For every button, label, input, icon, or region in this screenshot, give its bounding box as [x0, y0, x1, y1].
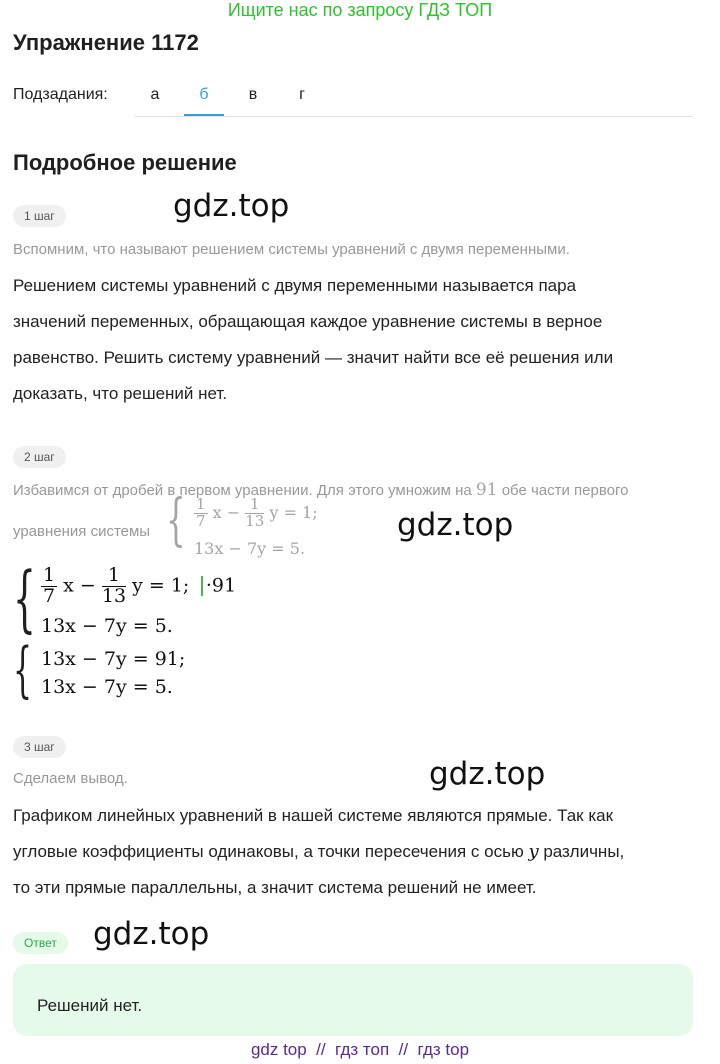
text-line: то эти прямые параллельны, а значит система решений не имеет. [13, 878, 537, 897]
text-line: значений переменных, обращающая каждое уравнение системы в верное [13, 312, 603, 331]
multiply-bar [201, 576, 203, 596]
numerator: 1 [43, 564, 56, 586]
brace: { [166, 488, 186, 553]
brace: { [13, 556, 36, 640]
denominator: 7 [196, 511, 206, 530]
footer-links[interactable]: gdz top // гдз топ // гдз top [250, 1040, 470, 1059]
tab-b[interactable]: б [184, 78, 224, 116]
step-badge: 2 шаг [13, 446, 66, 468]
equation: 13x − 7y = 5. [41, 615, 173, 637]
watermark: gdz.top [429, 756, 546, 792]
answer-text: Решений нет. [37, 996, 143, 1015]
page-title: Упражнение 1172 [13, 30, 199, 55]
math-text: x − [212, 502, 241, 522]
watermark: gdz.top [173, 188, 290, 224]
tab-v[interactable]: в [248, 86, 258, 103]
text-line [13, 834, 624, 870]
denominator: 13 [101, 584, 127, 607]
hint-text: Избавимся от дробей в первом уравнении. Для этого умножим на [13, 482, 476, 499]
equation [41, 566, 236, 607]
multiplier: ·91 [205, 574, 237, 597]
numerator: 1 [102, 566, 126, 587]
search-banner: Ищите нас по запросу ГДЗ ТОП [227, 0, 493, 20]
math-text: y = 1; [269, 502, 318, 522]
step-hint: Сделаем вывод. [13, 770, 128, 787]
text-part: различны, [538, 842, 625, 861]
answer-badge: Ответ [13, 932, 68, 954]
text-part: угловые коэффициенты одинаковы, а точки пересечения с осью [13, 842, 529, 861]
step-text [13, 268, 613, 412]
step-hint [13, 480, 628, 500]
math-text: x − [63, 574, 96, 597]
equation: 13x − 7y = 5. [41, 676, 173, 698]
subtasks-label: Подзадания: [13, 86, 108, 103]
denominator: 13 [245, 511, 265, 530]
hint-number: 91 [475, 480, 498, 500]
subtask-tabs [135, 78, 693, 117]
tab-a[interactable]: а [150, 86, 160, 103]
watermark: gdz.top [93, 916, 210, 952]
text-line: равенство. Решить систему уравнений — значит найти все её решения или [13, 348, 614, 367]
text-line: Решением системы уравнений с двумя переменными называется пара [13, 276, 577, 295]
equation: 13x − 7y = 91; [41, 648, 186, 670]
section-title: Подробное решение [13, 150, 237, 175]
text-line: Графиком линейных уравнений в нашей системе являются прямые. Так как [13, 806, 614, 825]
numerator: 1 [196, 495, 206, 513]
step-text [13, 798, 624, 906]
step-hint-line2: уравнения системы [13, 523, 151, 540]
hint-text: обе части первого [497, 482, 629, 499]
math-var: y [528, 841, 539, 862]
tab-g[interactable]: г [299, 86, 305, 103]
brace: { [13, 635, 33, 705]
equation [194, 497, 318, 530]
step-badge: 3 шаг [13, 736, 66, 758]
denominator: 7 [43, 584, 56, 607]
text-line: доказать, что решений нет. [13, 384, 228, 403]
watermark: gdz.top [397, 507, 514, 543]
equation: 13x − 7y = 5. [194, 539, 306, 558]
numerator: 1 [245, 497, 264, 514]
math-text: y = 1; [132, 574, 190, 597]
step-badge: 1 шаг [13, 205, 66, 227]
step-hint: Вспомним, что называют решением системы уравнений с двумя переменными. [13, 241, 570, 258]
